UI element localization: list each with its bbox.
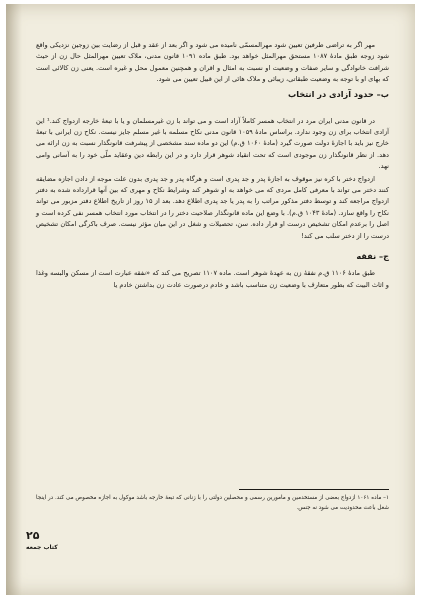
document-page <box>6 4 415 595</box>
book-name: کتاب جمعه <box>26 544 58 551</box>
footnote-divider <box>239 489 389 490</box>
page-number: ۲۵ <box>26 529 40 542</box>
paragraph: در قانون مدنی ایران مرد در انتخاب همسر کاملاً آزاد است و می تواند با زن غیرمسلمان و یا با تبعهٔ خارجه ازدواج کند.¹ این آزادی انتخاب برای زن وجود ندارد. براساس مادهٔ ۱۰۵۹ قانون مدنی نکاح مسلمه با غیر مسلم جایز نیست. نکاح زن ایرانی با تبعهٔ خارج نیز باید با اجازهٔ دولت صورت گیرد (مادهٔ ۱۰۶۰ ق.م) این دو ماده سند مشخصی از پیشرفت قانونگذار نسبت به زن ارائه می دهد. از نظر قانونگذار زن موجودی است که تحت انقیاد شوهر قرار دارد و در این رابطه دین وعقاید ملّی خود را به آسانی وامی نهد. <box>36 116 389 171</box>
section-heading: ج– نفقه <box>356 251 389 262</box>
paragraph: ازدواج دختر با کره نیز موقوف به اجازهٔ پدر و جد پدری است و هرگاه پدر و جد پدری بدون علت موجه از دادن اجازه مضایقه کنند دختر می تواند با معرفی کامل مردی که می خواهد به او شوهر کند وشرایط نکاح و مهری که بین آنها قرارداده شده به دفتر ازدواج مراجعه کند و توسط دفتر مذکور مراتب را به پدر یا جد پدری اطلاع دهد. بعد از ۱۵ روز از تاریخ اطلاع دفتر مزبور می تواند نکاح را واقع سازد. (مادهٔ ۱۰۴۳ ق.م). با وضع این ماده قانونگذار صلاحیت دختر را در انتخاب مورد انتخاب همسر نفی کرده است و اصل را برعدم امکان تشخیص درست او قرار داده. سن، تحصیلات و شغل در این میان مؤثر نیست. صرف باکرگی امکان تشخیص درست را از دختر سلب می کند! <box>36 174 389 240</box>
footnote: ۱– ماده ۱۰۶۱ ازدواج بعضی از مستخدمین و مامورین رسمی و محصلین دولتی را با زنانی که تبعهٔ خارجه باشد موکول به اجازه مخصوص می کند. در اینجا شغل باعث محدودیت می شود نه جنس. <box>36 495 389 511</box>
section-heading: ب– حدود آزادی در انتخاب <box>287 88 389 99</box>
paragraph: طبق مادهٔ ۱۱۰۶ ق.م نفقهٔ زن به عهدهٔ شوهر است. ماده ۱۱۰۷ تصریح می کند که «نفقه عبارت است از مسکن والبسه وغذا و اثاث البیت که بطور متعارف با وضعیت زن متناسب باشد و خادم درصورت عادت زن بداشتن خادم یا <box>36 269 389 289</box>
paragraph: مهر اگر به تراضی طرفین تعیین شود مهرالمسمّی نامیده می شود و اگر بعد از عقد و قبل از رضایت بین زوجین نزدیکی واقع شود زوجه طبق مادهٔ ۱۰۸۷ مستحق مهرالمثل خواهد بود. طبق ماده ۱۰۹۱ قانون مدنی، ملاک تعیین مهرالمثل حال زن از حیث شرافت خانوادگی و سایر صفات و وضعیت او نسبت به امثال و اقران و همچنین معمول محل و غیره است. یعنی زن کالائی است که بهای او با توجه به وضعیت طبقاتی، زیبائی و ملاک هائی از این قبیل تعیین می شود. <box>36 41 390 84</box>
body-text <box>36 40 389 292</box>
